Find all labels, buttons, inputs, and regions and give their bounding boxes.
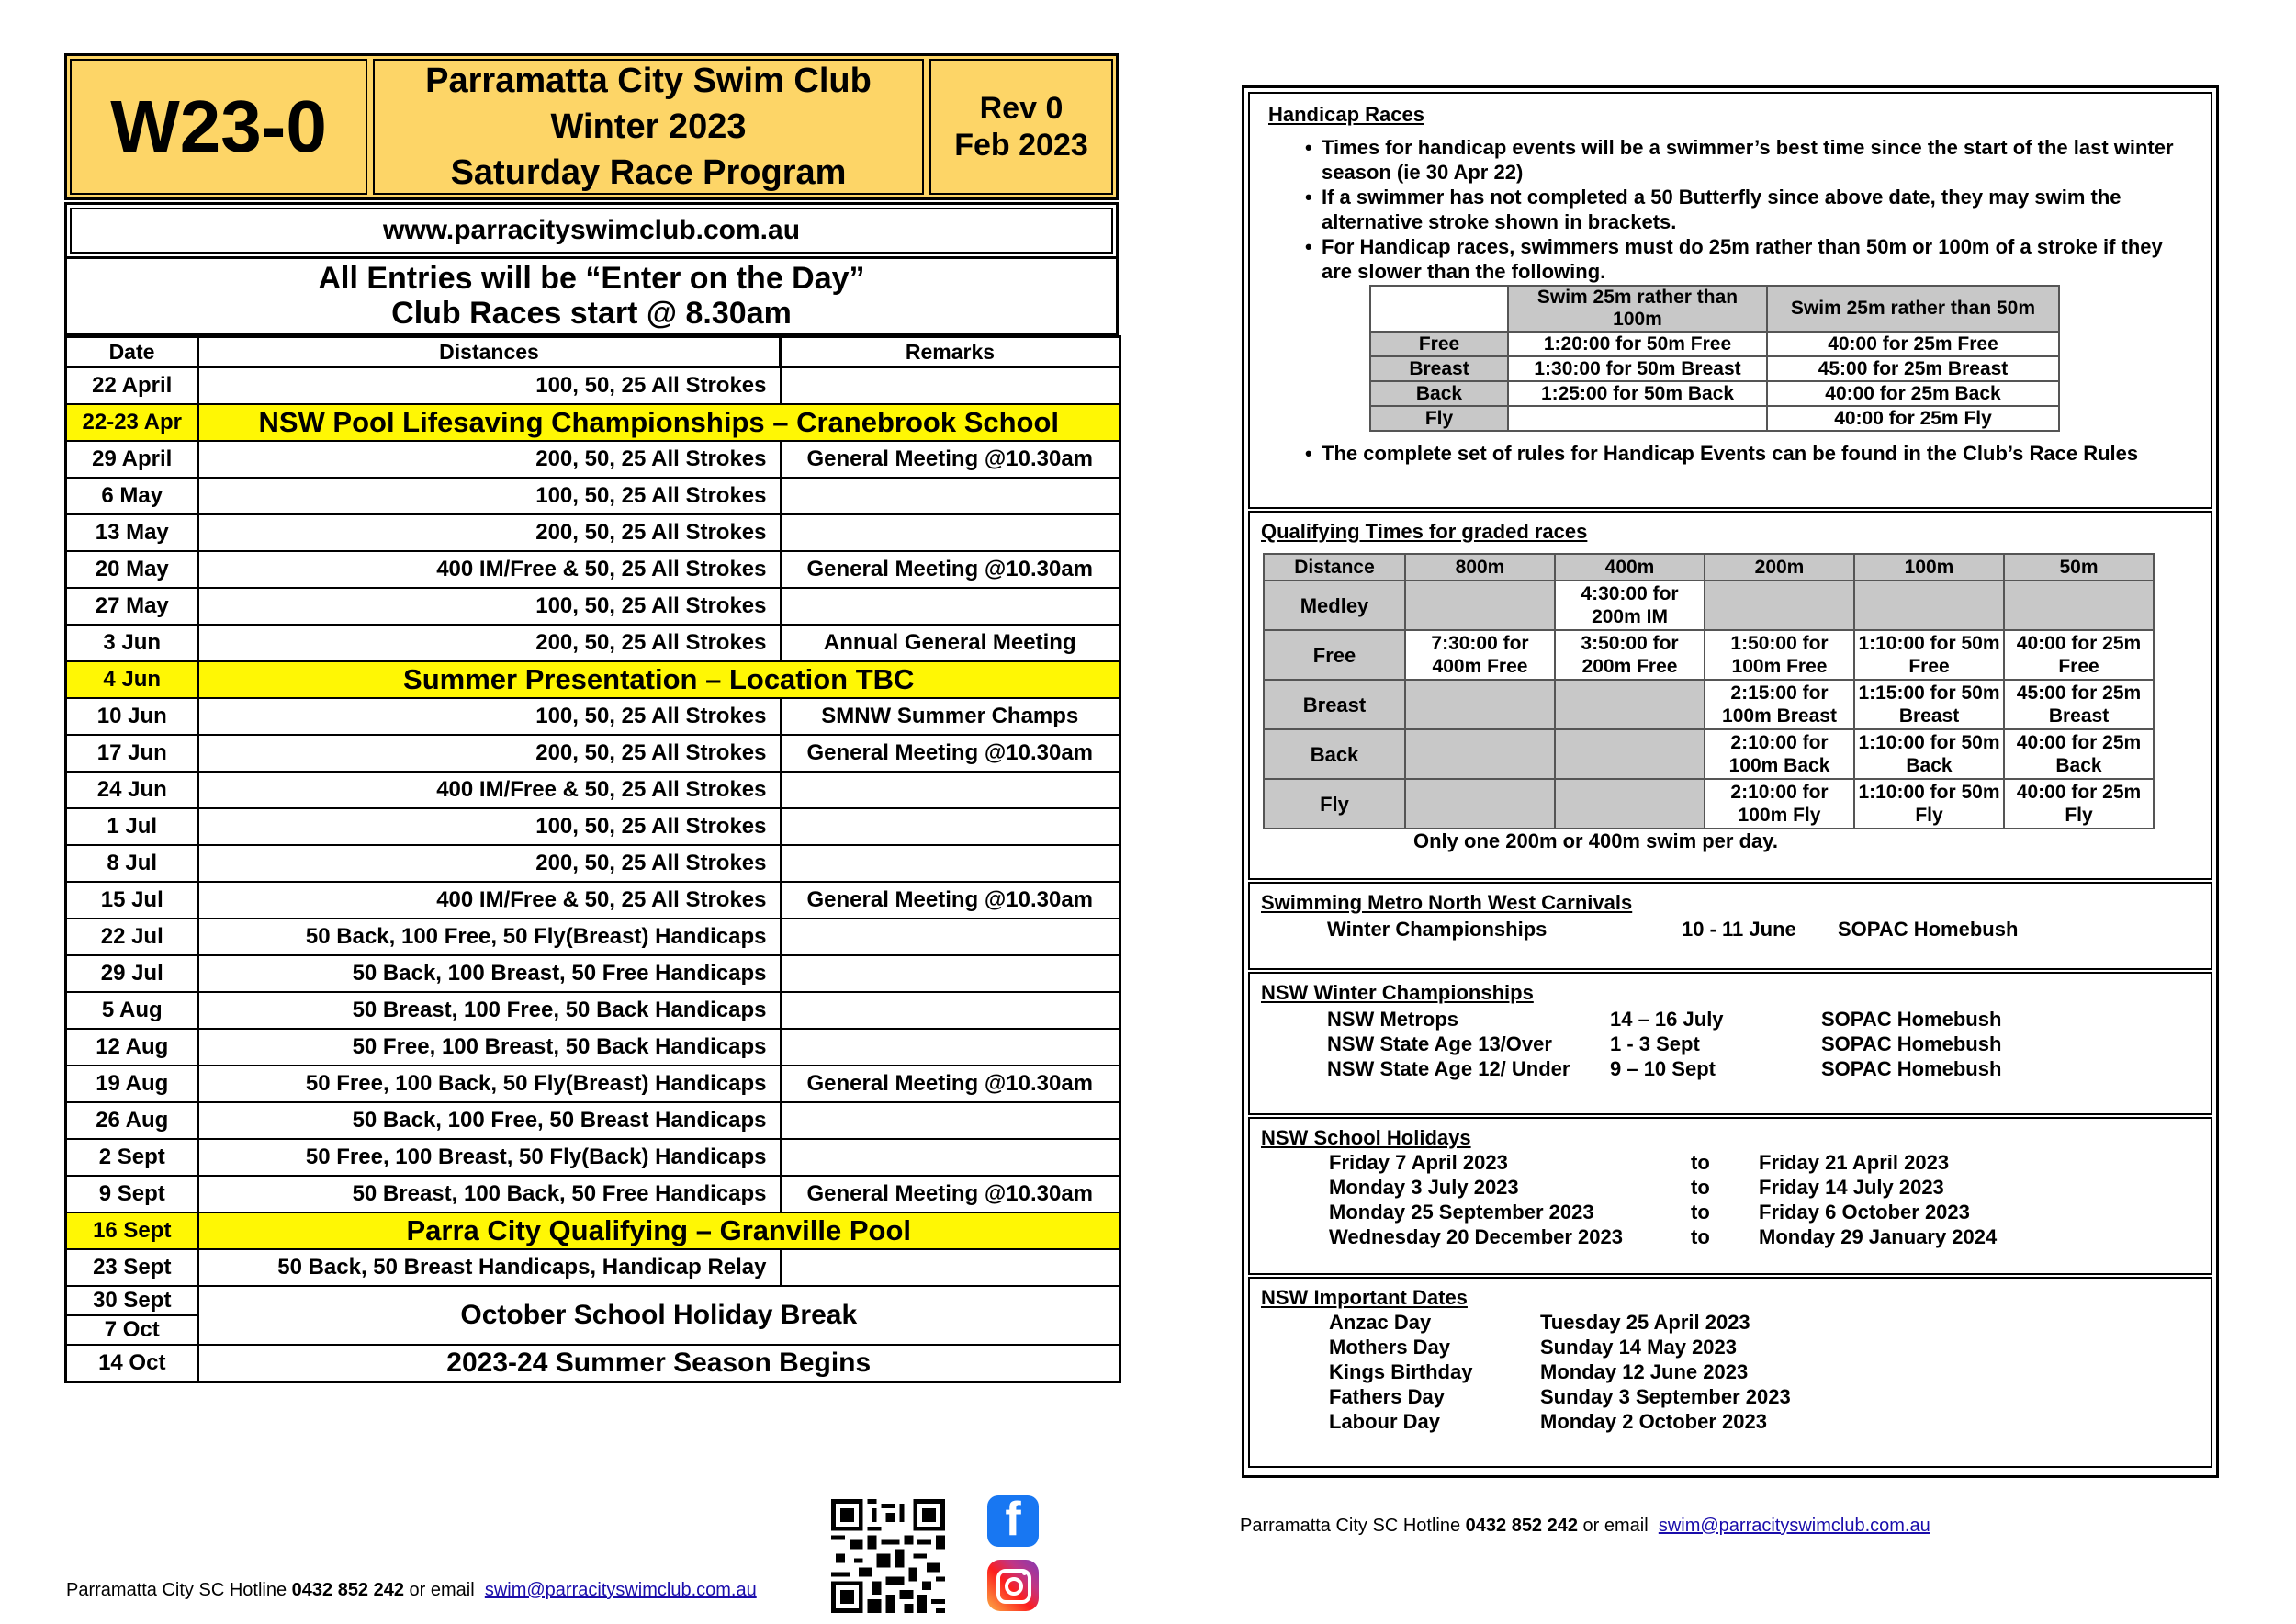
schedule-row <box>66 514 1120 551</box>
schedule-row <box>66 1176 1120 1212</box>
schedule-row <box>66 845 1120 882</box>
qualifying-time-cell: 1:10:00 for 50m Back <box>1854 729 2004 779</box>
remarks-cell <box>781 919 1120 955</box>
event-cell: NSW Pool Lifesaving Championships – Cranebrook School <box>198 404 1120 441</box>
holiday-start: Wednesday 20 December 2023 <box>1329 1225 1623 1248</box>
distances-cell: 100, 50, 25 All Strokes <box>198 808 781 845</box>
date-cell: 22 April <box>66 367 198 405</box>
qualifying-time-cell: 40:00 for 25m Free <box>2004 630 2154 680</box>
handicap-header-100m: Swim 25m rather than 100m <box>1508 286 1767 332</box>
schedule-row <box>66 367 1120 405</box>
website-url[interactable]: www.parracityswimclub.com.au <box>70 208 1113 254</box>
championship-venue: SOPAC Homebush <box>1821 1032 2002 1055</box>
time-cell: 1:20:00 for 50m Free <box>1508 332 1767 356</box>
schedule-body <box>66 367 1120 1382</box>
schedule-header-row <box>66 337 1120 367</box>
email-label: or email <box>409 1580 475 1600</box>
holiday-to: to <box>1691 1151 1710 1174</box>
date-cell: 30 Sept <box>66 1286 198 1315</box>
column-header-distances: Distances <box>198 337 781 367</box>
schedule-table <box>64 335 1121 1383</box>
qualifying-time-cell <box>1555 680 1705 729</box>
revision-box <box>929 59 1113 195</box>
date-cell: 12 Aug <box>66 1029 198 1066</box>
holiday-to: to <box>1691 1225 1710 1248</box>
holiday-break-cell: October School Holiday Break <box>198 1286 1120 1345</box>
qualifying-table-body <box>1264 554 2154 829</box>
qualifying-row <box>1264 779 2154 829</box>
holiday-to: to <box>1691 1176 1710 1199</box>
smnw-section <box>1248 882 2212 970</box>
stroke-cell: Medley <box>1264 581 1405 630</box>
date-cell: 14 Oct <box>66 1345 198 1382</box>
handicap-rule: • The complete set of rules for Handicap Events can be found in the Club’s Race Rules <box>1305 441 2187 466</box>
qualifying-time-cell <box>1854 581 2004 630</box>
holiday-start: Monday 3 July 2023 <box>1329 1176 1519 1199</box>
schedule-row <box>66 588 1120 625</box>
important-date-name: Labour Day <box>1329 1410 1441 1433</box>
schedule-row <box>66 955 1120 992</box>
qualifying-time-cell: 2:10:00 for 100m Back <box>1705 729 1854 779</box>
date-cell: 23 Sept <box>66 1249 198 1286</box>
schedule-row <box>66 1029 1120 1066</box>
schedule-row <box>66 1066 1120 1102</box>
championship-dates: 14 – 16 July <box>1610 1008 1724 1031</box>
qualifying-time-cell: 45:00 for 25m Breast <box>2004 680 2154 729</box>
entries-line: All Entries will be “Enter on the Day” <box>318 261 865 296</box>
date-cell: 17 Jun <box>66 735 198 772</box>
qualifying-time-cell: 1:15:00 for 50m Breast <box>1854 680 2004 729</box>
distances-cell: 50 Free, 100 Back, 50 Fly(Breast) Handicaps <box>198 1066 781 1102</box>
schedule-row <box>66 772 1120 808</box>
nsw-winter-section <box>1248 972 2212 1115</box>
time-cell: 1:25:00 for 50m Back <box>1508 381 1767 406</box>
schedule-row <box>66 1286 1120 1315</box>
stroke-cell: Breast <box>1264 680 1405 729</box>
qualifying-time-cell <box>2004 581 2154 630</box>
important-date-name: Mothers Day <box>1329 1336 1451 1359</box>
schedule-row <box>66 735 1120 772</box>
race-program-panel <box>64 53 1119 1546</box>
qualifying-header-cell: 100m <box>1854 554 2004 581</box>
date-cell: 27 May <box>66 588 198 625</box>
qualifying-time-cell <box>1405 581 1555 630</box>
qualifying-time-cell: 2:15:00 for 100m Breast <box>1705 680 1854 729</box>
remarks-cell <box>781 845 1120 882</box>
qualifying-time-cell: 1:50:00 for 100m Free <box>1705 630 1854 680</box>
date-cell: 2 Sept <box>66 1139 198 1176</box>
stroke-cell: Fly <box>1264 779 1405 829</box>
qualifying-time-cell: 40:00 for 25m Fly <box>2004 779 2154 829</box>
distances-cell: 200, 50, 25 All Strokes <box>198 625 781 661</box>
qualifying-time-cell <box>1555 729 1705 779</box>
qualifying-time-cell: 7:30:00 for 400m Free <box>1405 630 1555 680</box>
remarks-cell: General Meeting @10.30am <box>781 441 1120 478</box>
remarks-cell <box>781 514 1120 551</box>
smnw-venue: SOPAC Homebush <box>1838 918 2019 941</box>
schedule-row <box>66 478 1120 514</box>
smnw-event: Winter Championships <box>1327 918 1548 941</box>
qualifying-title: Qualifying Times for graded races <box>1261 520 1588 543</box>
qualifying-time-cell <box>1705 581 1854 630</box>
distances-cell: 100, 50, 25 All Strokes <box>198 588 781 625</box>
distances-cell: 50 Free, 100 Breast, 50 Fly(Back) Handicaps <box>198 1139 781 1176</box>
holiday-end: Monday 29 January 2024 <box>1759 1225 1998 1248</box>
qualifying-row <box>1264 680 2154 729</box>
schedule-row <box>66 1249 1120 1286</box>
date-cell: 3 Jun <box>66 625 198 661</box>
important-date-name: Anzac Day <box>1329 1311 1432 1334</box>
qualifying-time-cell: 1:10:00 for 50m Fly <box>1854 779 2004 829</box>
handicap-rule: • If a swimmer has not completed a 50 Butterfly since above date, they may swim the alternative stroke shown in brackets. <box>1305 185 2187 234</box>
instagram-icon[interactable] <box>987 1560 1039 1611</box>
time-cell: 40:00 for 25m Free <box>1767 332 2059 356</box>
qualifying-row <box>1264 630 2154 680</box>
date-cell: 9 Sept <box>66 1176 198 1212</box>
handicap-rule: • For Handicap races, swimmers must do 25m rather than 50m or 100m of a stroke if they are slower than the following. <box>1305 234 2187 284</box>
email-label: or email <box>1582 1516 1649 1536</box>
holiday-to: to <box>1691 1201 1710 1224</box>
schedule-row <box>66 1139 1120 1176</box>
important-date-value: Monday 2 October 2023 <box>1540 1410 1767 1433</box>
smnw-title: Swimming Metro North West Carnivals <box>1261 891 1633 914</box>
column-header-remarks: Remarks <box>781 337 1120 367</box>
championship-dates: 1 - 3 Sept <box>1610 1032 1700 1055</box>
email-link[interactable]: swim@parracityswimclub.com.au <box>1658 1516 1930 1536</box>
distances-cell: 200, 50, 25 All Strokes <box>198 735 781 772</box>
distances-cell: 50 Back, 100 Free, 50 Fly(Breast) Handicaps <box>198 919 781 955</box>
remarks-cell: General Meeting @10.30am <box>781 1066 1120 1102</box>
important-date-name: Kings Birthday <box>1329 1360 1473 1383</box>
handicap-row <box>1370 332 2059 356</box>
holiday-start: Friday 7 April 2023 <box>1329 1151 1508 1174</box>
distances-cell: 400 IM/Free & 50, 25 All Strokes <box>198 772 781 808</box>
qualifying-time-cell: 4:30:00 for 200m IM <box>1555 581 1705 630</box>
facebook-glyph: f <box>1005 1495 1021 1546</box>
qualifying-row <box>1264 581 2154 630</box>
club-name: Parramatta City Swim Club <box>425 62 872 100</box>
championship-event: NSW State Age 12/ Under <box>1327 1057 1570 1080</box>
distances-cell: 50 Back, 100 Free, 50 Breast Handicaps <box>198 1102 781 1139</box>
schedule-row <box>66 882 1120 919</box>
season-begins-cell: 2023-24 Summer Season Begins <box>198 1345 1120 1382</box>
column-header-date: Date <box>66 337 198 367</box>
qualifying-time-cell <box>1405 729 1555 779</box>
event-row <box>66 1212 1120 1249</box>
entries-notice <box>64 259 1119 335</box>
date-cell: 6 May <box>66 478 198 514</box>
distances-cell: 100, 50, 25 All Strokes <box>198 478 781 514</box>
distances-cell: 400 IM/Free & 50, 25 All Strokes <box>198 882 781 919</box>
schedule-row <box>66 625 1120 661</box>
qualifying-time-cell: 1:10:00 for 50m Free <box>1854 630 2004 680</box>
qualifying-section <box>1248 511 2212 880</box>
handicap-row <box>1370 406 2059 431</box>
hotline-label: Parramatta City SC Hotline <box>66 1580 287 1600</box>
event-cell: Summer Presentation – Location TBC <box>198 661 1120 698</box>
remarks-cell <box>781 1139 1120 1176</box>
schedule-row <box>66 808 1120 845</box>
schedule-row <box>66 919 1120 955</box>
remarks-cell <box>781 955 1120 992</box>
holiday-end: Friday 6 October 2023 <box>1759 1201 1970 1224</box>
championship-venue: SOPAC Homebush <box>1821 1008 2002 1031</box>
important-dates-title: NSW Important Dates <box>1261 1286 1468 1309</box>
handicap-table-body <box>1370 332 2059 431</box>
important-dates-section <box>1248 1277 2212 1468</box>
stroke-cell: Free <box>1370 332 1508 356</box>
smnw-dates: 10 - 11 June <box>1682 918 1796 941</box>
handicap-table <box>1369 285 2060 432</box>
hotline-phone[interactable]: 0432 852 242 <box>291 1580 404 1600</box>
handicap-header-blank <box>1370 286 1508 332</box>
remarks-cell: SMNW Summer Champs <box>781 698 1120 735</box>
social-icons <box>831 1495 1052 1624</box>
date-cell: 4 Jun <box>66 661 198 698</box>
remarks-cell: Annual General Meeting <box>781 625 1120 661</box>
date-cell: 22 Jul <box>66 919 198 955</box>
time-cell: 40:00 for 25m Back <box>1767 381 2059 406</box>
footer-right-contact <box>1240 1516 1930 1537</box>
qualifying-table <box>1263 553 2155 829</box>
program-name: Saturday Race Program <box>450 153 847 192</box>
handicap-title: Handicap Races <box>1268 103 1424 126</box>
time-cell: 40:00 for 25m Fly <box>1767 406 2059 431</box>
time-cell: 45:00 for 25m Breast <box>1767 356 2059 381</box>
remarks-cell <box>781 772 1120 808</box>
distances-cell: 100, 50, 25 All Strokes <box>198 698 781 735</box>
hotline-label: Parramatta City SC Hotline <box>1240 1516 1461 1536</box>
important-date-value: Monday 12 June 2023 <box>1540 1360 1749 1383</box>
remarks-cell <box>781 992 1120 1029</box>
qualifying-time-cell: 40:00 for 25m Back <box>2004 729 2154 779</box>
stroke-cell: Breast <box>1370 356 1508 381</box>
qualifying-header-cell: 400m <box>1555 554 1705 581</box>
qualifying-time-cell <box>1405 779 1555 829</box>
qualifying-time-cell: 2:10:00 for 100m Fly <box>1705 779 1854 829</box>
stroke-cell: Free <box>1264 630 1405 680</box>
start-time-line: Club Races start @ 8.30am <box>391 296 792 331</box>
remarks-cell <box>781 1249 1120 1286</box>
date-cell: 7 Oct <box>66 1315 198 1345</box>
important-date-name: Fathers Day <box>1329 1385 1445 1408</box>
remarks-cell: General Meeting @10.30am <box>781 735 1120 772</box>
remarks-cell <box>781 478 1120 514</box>
distances-cell: 200, 50, 25 All Strokes <box>198 514 781 551</box>
handicap-table-header <box>1370 286 2059 332</box>
distances-cell: 50 Breast, 100 Free, 50 Back Handicaps <box>198 992 781 1029</box>
important-date-value: Sunday 3 September 2023 <box>1540 1385 1791 1408</box>
time-cell: 1:30:00 for 50m Breast <box>1508 356 1767 381</box>
date-cell: 5 Aug <box>66 992 198 1029</box>
qualifying-row <box>1264 729 2154 779</box>
date-cell: 29 April <box>66 441 198 478</box>
important-date-value: Tuesday 25 April 2023 <box>1540 1311 1750 1334</box>
time-cell <box>1508 406 1767 431</box>
handicap-section <box>1248 92 2212 509</box>
school-holidays-section <box>1248 1117 2212 1275</box>
date-cell: 15 Jul <box>66 882 198 919</box>
distances-cell: 50 Back, 50 Breast Handicaps, Handicap Relay <box>198 1249 781 1286</box>
distances-cell: 200, 50, 25 All Strokes <box>198 845 781 882</box>
qualifying-header-cell: 50m <box>2004 554 2154 581</box>
facebook-icon[interactable] <box>987 1495 1039 1547</box>
qualifying-time-cell: 3:50:00 for 200m Free <box>1555 630 1705 680</box>
remarks-cell <box>781 1029 1120 1066</box>
handicap-row <box>1370 356 2059 381</box>
date-cell: 1 Jul <box>66 808 198 845</box>
date-cell: 24 Jun <box>66 772 198 808</box>
distances-cell: 50 Free, 100 Breast, 50 Back Handicaps <box>198 1029 781 1066</box>
championship-event: NSW State Age 13/Over <box>1327 1032 1552 1055</box>
qualifying-header-cell: 200m <box>1705 554 1854 581</box>
event-cell: Parra City Qualifying – Granville Pool <box>198 1212 1120 1249</box>
qualifying-note: Only one 200m or 400m swim per day. <box>1413 829 1778 852</box>
remarks-cell: General Meeting @10.30am <box>781 882 1120 919</box>
schedule-row <box>66 698 1120 735</box>
date-cell: 20 May <box>66 551 198 588</box>
information-panel <box>1242 85 2219 1478</box>
schedule-row <box>66 1345 1120 1382</box>
championship-dates: 9 – 10 Sept <box>1610 1057 1716 1080</box>
stroke-cell: Fly <box>1370 406 1508 431</box>
handicap-rule: • Times for handicap events will be a swimmer’s best time since the start of the last winter season (ie 30 Apr 22) <box>1305 135 2187 185</box>
stroke-cell: Back <box>1264 729 1405 779</box>
event-row <box>66 661 1120 698</box>
stroke-cell: Back <box>1370 381 1508 406</box>
remarks-cell: General Meeting @10.30am <box>781 1176 1120 1212</box>
holiday-end: Friday 21 April 2023 <box>1759 1151 1950 1174</box>
date-cell: 10 Jun <box>66 698 198 735</box>
date-cell: 29 Jul <box>66 955 198 992</box>
qualifying-time-cell <box>1405 680 1555 729</box>
championship-venue: SOPAC Homebush <box>1821 1057 2002 1080</box>
handicap-header-50m: Swim 25m rather than 50m <box>1767 286 2059 332</box>
remarks-cell <box>781 1102 1120 1139</box>
holiday-start: Monday 25 September 2023 <box>1329 1201 1594 1224</box>
program-header <box>64 53 1119 200</box>
remarks-cell <box>781 367 1120 405</box>
remarks-cell: General Meeting @10.30am <box>781 551 1120 588</box>
revision-number: Rev 0 <box>979 91 1064 126</box>
date-cell: 13 May <box>66 514 198 551</box>
email-link[interactable]: swim@parracityswimclub.com.au <box>484 1580 757 1600</box>
season-name: Winter 2023 <box>550 107 747 146</box>
schedule-row <box>66 551 1120 588</box>
distances-cell: 400 IM/Free & 50, 25 All Strokes <box>198 551 781 588</box>
distances-cell: 200, 50, 25 All Strokes <box>198 441 781 478</box>
qualifying-header-cell: Distance <box>1264 554 1405 581</box>
distances-cell: 50 Back, 100 Breast, 50 Free Handicaps <box>198 955 781 992</box>
website-box <box>64 202 1119 259</box>
schedule-row <box>66 1102 1120 1139</box>
school-holidays-title: NSW School Holidays <box>1261 1126 1471 1149</box>
date-cell: 8 Jul <box>66 845 198 882</box>
handicap-rules <box>1305 135 2187 284</box>
schedule-row <box>66 992 1120 1029</box>
event-row <box>66 404 1120 441</box>
schedule-row <box>66 441 1120 478</box>
hotline-phone[interactable]: 0432 852 242 <box>1465 1516 1578 1536</box>
date-cell: 26 Aug <box>66 1102 198 1139</box>
handicap-rules-final <box>1305 441 2187 466</box>
qualifying-time-cell <box>1555 779 1705 829</box>
distances-cell: 50 Breast, 100 Back, 50 Free Handicaps <box>198 1176 781 1212</box>
qualifying-header-cell: 800m <box>1405 554 1555 581</box>
remarks-cell <box>781 588 1120 625</box>
important-date-value: Sunday 14 May 2023 <box>1540 1336 1738 1359</box>
holiday-end: Friday 14 July 2023 <box>1759 1176 1944 1199</box>
footer-left-contact <box>66 1580 757 1601</box>
qualifying-header-row <box>1264 554 2154 581</box>
date-cell: 19 Aug <box>66 1066 198 1102</box>
date-cell: 22-23 Apr <box>66 404 198 441</box>
club-title <box>373 59 924 195</box>
qr-code-icon[interactable] <box>831 1499 945 1613</box>
remarks-cell <box>781 808 1120 845</box>
revision-date: Feb 2023 <box>954 128 1088 163</box>
handicap-row <box>1370 381 2059 406</box>
date-cell: 16 Sept <box>66 1212 198 1249</box>
distances-cell: 100, 50, 25 All Strokes <box>198 367 781 405</box>
nsw-winter-title: NSW Winter Championships <box>1261 981 1534 1004</box>
program-code: W23-0 <box>70 59 367 195</box>
championship-event: NSW Metrops <box>1327 1008 1458 1031</box>
